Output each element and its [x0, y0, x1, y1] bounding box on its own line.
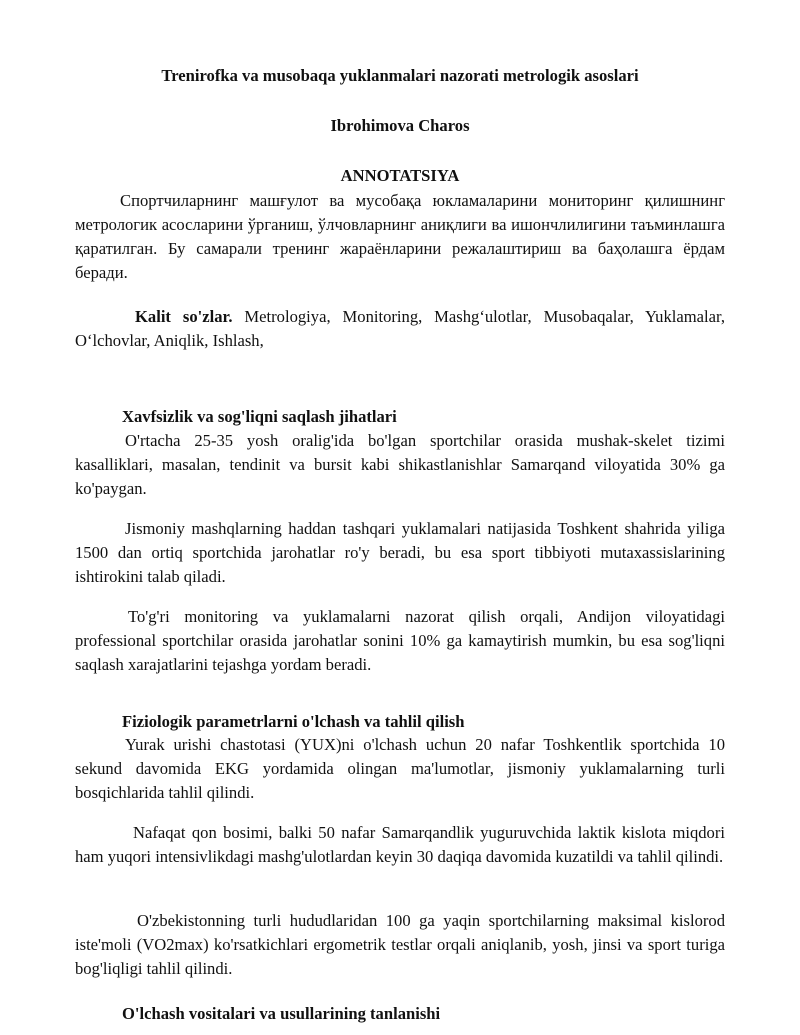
annotation-heading: ANNOTATSIYA — [340, 166, 460, 185]
section2-paragraph-1 — [75, 733, 725, 805]
section1-text-3: To'g'ri monitoring va yuklamalarni nazorat qilish orqali, Andijon viloyatidagi professional sportchilar orasida jarohatlar sonini 10% ga kamaytirish mumkin, bu esa sog'liqni saqlash xarajatlarini tejashga yordam beradi. — [75, 607, 725, 674]
paper-title: Trenirofka va musobaqa yuklanmalari nazorati metrologik asoslari — [161, 66, 639, 85]
section-heading-physiology: Fiziologik parametrlarni o'lchash va tahlil qilish — [122, 712, 465, 731]
annotation-paragraph — [75, 189, 725, 285]
section2-paragraph-3 — [75, 909, 725, 981]
section1-paragraph-1 — [75, 429, 725, 501]
section2-text-3: O'zbekistonning turli hududlaridan 100 ga yaqin sportchilarning maksimal kislorod iste'moli (VO2max) ko'rsatkichlari ergometrik testlar orqali aniqlanib, yosh, jinsi va sport turiga bog'liqligi tahlil qilindi. — [75, 911, 725, 978]
author-name: Ibrohimova Charos — [330, 116, 470, 135]
keywords-label: Kalit so'zlar. — [135, 307, 233, 326]
keywords-text: Metrologiya, Monitoring, Mashg‘ulotlar, Musobaqalar, Yuklamalar, O‘lchovlar, Aniqlik, Ishlash, — [75, 307, 725, 350]
keywords-paragraph — [75, 305, 725, 353]
section1-text-1: O'rtacha 25-35 yosh oralig'ida bo'lgan sportchilar orasida mushak-skelet tizimi kasalliklari, masalan, tendinit va bursit kabi shikastlanishlar Samarqand viloyatida 30% ga ko'paygan. — [75, 431, 725, 498]
section-heading-safety: Xavfsizlik va sog'liqni saqlash jihatlari — [122, 407, 397, 426]
annotation-text: Спортчиларнинг машғулот ва мусобақа юкламаларини мониторинг қилишнинг метрологик асосларини ўрганиш, ўлчовларнинг аниқлиги ва ишончлилигини таъминлашга қаратилган. Бу самарали тренинг жараёнларини режалаштириш ва баҳолашга ёрдам беради. — [75, 191, 725, 282]
section1-paragraph-3 — [75, 605, 725, 677]
section1-paragraph-2 — [75, 517, 725, 589]
section1-text-2: Jismoniy mashqlarning haddan tashqari yuklamalari natijasida Toshkent shahrida yiliga 1500 dan ortiq sportchida jarohatlar ro'y beradi, bu esa sport tibbiyoti mutaxassislarining ishtirokini talab qiladi. — [75, 519, 725, 586]
section2-text-2: Nafaqat qon bosimi, balki 50 nafar Samarqandlik yuguruvchida laktik kislota miqdori ham yuqori intensivlikdagi mashg'ulotlardan keyin 30 daqiqa davomida kuzatildi va tahlil qilindi. — [75, 823, 725, 866]
section2-paragraph-2 — [75, 821, 725, 869]
section2-text-1: Yurak urishi chastotasi (YUX)ni o'lchash uchun 20 nafar Toshkentlik sportchida 10 sekund davomida EKG yordamida olingan ma'lumotlar, jismoniy yuklamalarning turli bosqichlarida tahlil qilindi. — [75, 735, 725, 802]
section-heading-measurement: O'lchash vositalari va usullarining tanlanishi — [122, 1004, 441, 1023]
